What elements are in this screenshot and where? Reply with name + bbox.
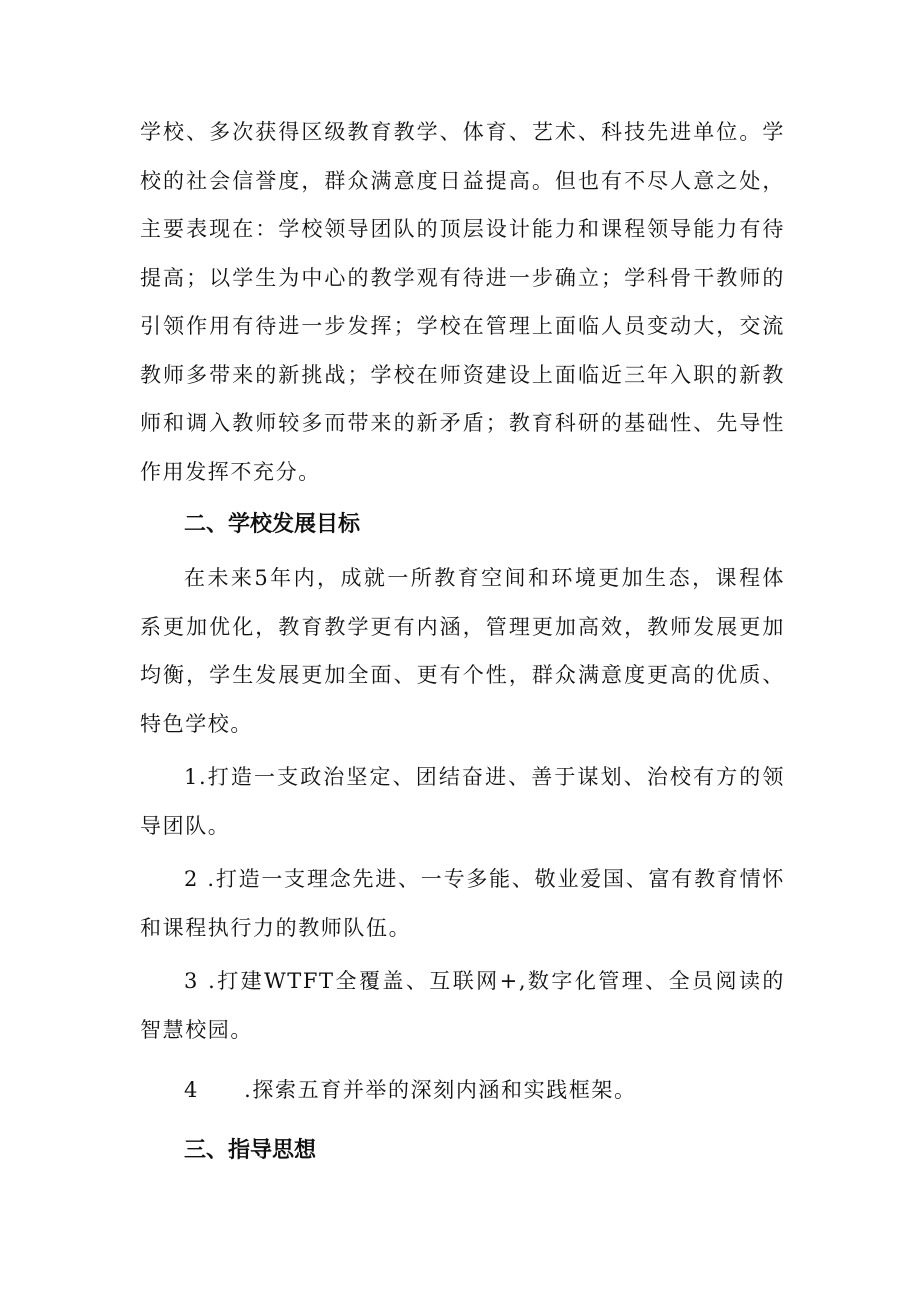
goal-item-1: 1.打造一支政治坚定、团结奋进、善于谋划、治校有方的领导团队。 bbox=[140, 765, 785, 838]
section-heading-guiding-ideology: 三、指导思想 bbox=[184, 1137, 317, 1163]
page-content bbox=[140, 108, 785, 1175]
goal-item-4: 4 .探索五育并举的深刻内涵和实践框架。 bbox=[184, 1078, 637, 1102]
goal-item-2: 2 .打造一支理念先进、一专多能、敬业爱国、富有教育情怀和课程执行力的教师队伍。 bbox=[140, 867, 785, 940]
goal-paragraph: 在未来5年内，成就一所教育空间和环境更加生态，课程体系更加优化，教育教学更有内涵，管理更加高效，教师发展更加均衡，学生发展更加全面、更有个性，群众满意度更高的优质、特色学校。 bbox=[140, 566, 785, 736]
section-heading-goals: 二、学校发展目标 bbox=[184, 512, 361, 537]
goal-item-3: 3 .打建WTFT全覆盖、互联网+,数字化管理、全员阅读的智慧校园。 bbox=[140, 969, 785, 1042]
intro-paragraph: 学校、多次获得区级教育教学、体育、艺术、科技先进单位。学校的社会信誉度，群众满意度日益提高。但也有不尽人意之处，主要表现在：学校领导团队的顶层设计能力和课程领导能力有待提高；以学生为中心的教学观有待进一步确立；学科骨干教师的引领作用有待进一步发挥；学校在管理上面临人员变动大，交流教师多带来的新挑战；学校在师资建设上面临近三年入职的新教师和调入教师较多而带来的新矛盾；教育科研的基础性、先导性作用发挥不充分。 bbox=[140, 120, 785, 484]
